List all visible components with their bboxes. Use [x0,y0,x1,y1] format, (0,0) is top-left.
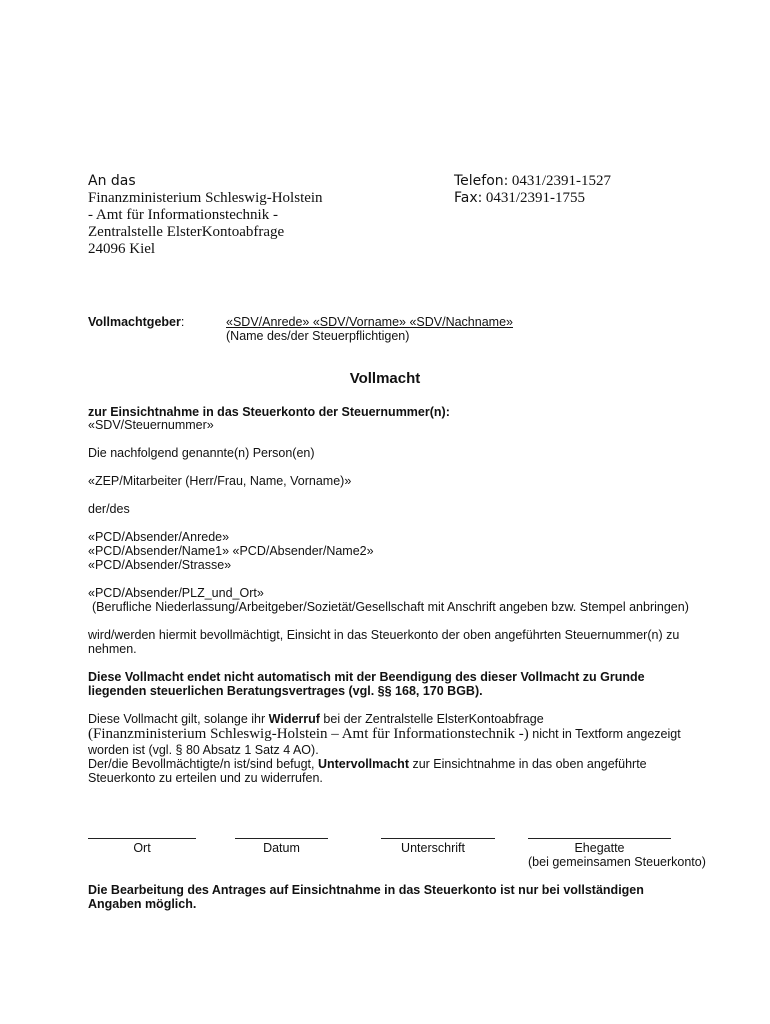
address-line-1: An das [88,173,136,189]
address-line-3: - Amt für Informationstechnik - [88,207,278,223]
address-line-2: Finanzministerium Schleswig-Holstein [88,190,323,206]
phone-line [454,173,611,190]
notice-line-2: liegenden steuerlichen Beratungsvertrages (vgl. §§ 168, 170 BGB). [88,684,483,698]
sub-post: zur Einsichtnahme in das oben angeführte [408,757,647,771]
der-des-text: der/des [88,502,130,516]
spouse-hint: (bei gemeinsamen Steuerkonto) [528,855,706,869]
address-line-5: 24096 Kiel [88,241,156,257]
sender-street: «PCD/Absender/Strasse» [88,558,232,572]
validity-pre: Diese Vollmacht gilt, solange ihr [88,712,269,726]
place-label: Ort [133,841,151,855]
sender-names: «PCD/Absender/Name1» «PCD/Absender/Name2» [88,544,374,558]
address-line-4: Zentralstelle ElsterKontoabfrage [88,224,285,240]
date-line [235,838,328,839]
notice-line-1: Diese Vollmacht endet nicht automatisch mit der Beendigung des dieser Vollmacht zu Grunde [88,670,645,684]
validity-line-2 [88,726,681,743]
validity-line-3: worden ist (vgl. § 80 Absatz 1 Satz 4 AO). [88,743,319,757]
subdelegation-line-1 [88,757,647,771]
fax-number: 0431/2391-1755 [485,190,586,206]
grantor-value: «SDV/Anrede» «SDV/Vorname» «SDV/Nachname» [226,315,513,329]
validity-tail: nicht in Textform angezeigt [528,727,681,741]
sub-bold: Untervollmacht [317,757,409,771]
phone-number: 0431/2391-1527 [511,173,612,189]
persons-intro: Die nachfolgend genannte(n) Person(en) [88,446,315,460]
fax-line [454,190,585,207]
sub-pre: Der/die Bevollmächtigte/n ist/sind befugt, [88,757,318,771]
tax-number: «SDV/Steuernummer» [88,418,214,432]
validity-bold: Widerruf [268,712,320,726]
grantor-label: Vollmachtgeber [88,315,181,329]
authorization-line-2: nehmen. [88,642,137,656]
footer-line-1: Die Bearbeitung des Antrages auf Einsichtnahme in das Steuerkonto ist nur bei vollständigen [88,883,644,897]
sender-salutation: «PCD/Absender/Anrede» [88,530,230,544]
authorization-line-1: wird/werden hiermit bevollmächtigt, Einsicht in das Steuerkonto der oben angeführten Steuernummer(n) zu [88,628,680,642]
validity-serif: (Finanzministerium Schleswig-Holstein – Amt für Informationstechnik -) [88,726,529,742]
signature-line [381,838,495,839]
sender-hint: (Berufliche Niederlassung/Arbeitgeber/Sozietät/Gesellschaft mit Anschrift angeben bzw. Stempel anbringen) [92,600,689,614]
subdelegation-line-2: Steuerkonto zu erteilen und zu widerrufen. [88,771,323,785]
grantor-hint: (Name des/der Steuerpflichtigen) [226,329,410,343]
phone-label: Telefon: [454,173,509,189]
grantor-label-line [88,315,184,329]
document-title: Vollmacht [349,370,421,387]
fax-label: Fax: [454,190,483,206]
spouse-label: Ehegatte [574,841,625,855]
footer-line-2: Angaben möglich. [88,897,197,911]
sender-city: «PCD/Absender/PLZ_und_Ort» [88,586,264,600]
date-label: Datum [263,841,300,855]
validity-post: bei der Zentralstelle ElsterKontoabfrage [319,712,544,726]
validity-line-1 [88,712,544,726]
spouse-line [528,838,671,839]
grantor-colon: : [180,315,185,329]
purpose-text: zur Einsichtnahme in das Steuerkonto der Steuernummer(n): [88,405,450,419]
employee-field: «ZEP/Mitarbeiter (Herr/Frau, Name, Vorname)» [88,474,352,488]
place-line [88,838,196,839]
signature-label: Unterschrift [401,841,465,855]
